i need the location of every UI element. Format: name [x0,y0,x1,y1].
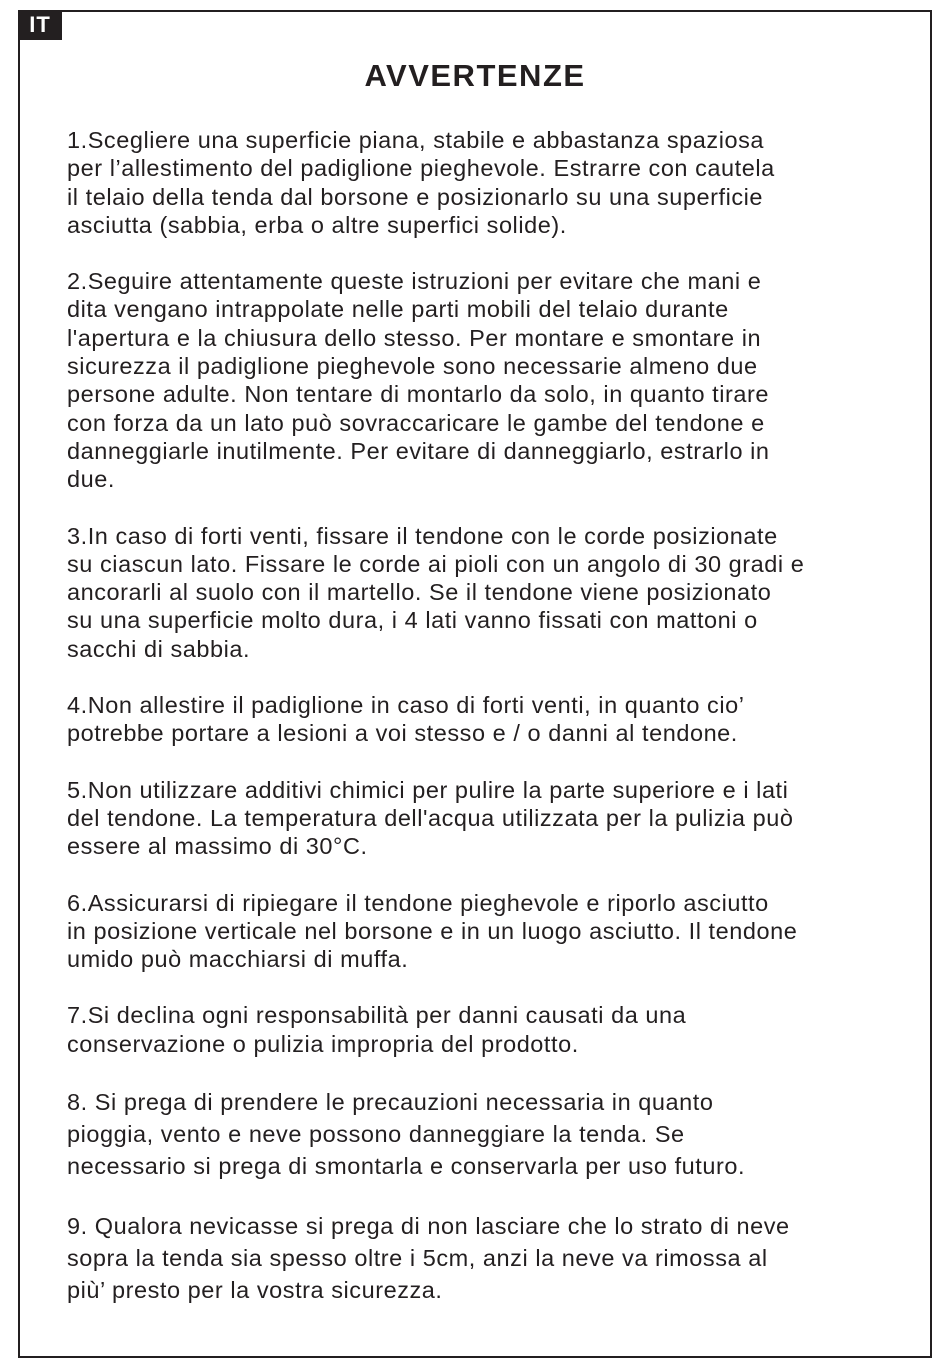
text-line: 1.Scegliere una superficie piana, stabile e abbastanza spaziosa [67,127,764,153]
text-line: persone adulte. Non tentare di montarlo da solo, in quanto tirare [67,381,769,408]
text-line: 2.Seguire attentamente queste istruzioni per evitare che mani e [67,268,762,295]
text-line: 7.Si declina ogni responsabilità per danni causati da una [67,1002,687,1029]
text-line: danneggiarle inutilmente. Per evitare di danneggiarlo, estrarlo in [67,437,770,464]
warning-item-4 [67,691,897,748]
text-line: necessario si prega di smontarla e conservarla per uso futuro. [67,1153,746,1180]
text-line: conservazione o pulizia impropria del prodotto. [67,1030,579,1057]
text-line: ancorarli al suolo con il martello. Se il tendone viene posizionato [67,579,772,606]
warning-item-8 [67,1086,897,1182]
text-line: 5.Non utilizzare additivi chimici per pulire la parte superiore e i lati [67,776,789,803]
text-line: sicurezza il padiglione pieghevole sono necessarie almeno due [67,353,758,380]
text-line: 9. Qualora nevicasse si prega di non lasciare che lo strato di neve [67,1213,790,1240]
language-badge: IT [18,10,62,40]
text-line: 6.Assicurarsi di ripiegare il tendone pieghevole e riporlo asciutto [67,889,769,916]
page-title: AVVERTENZE [364,58,586,93]
warning-item-3 [67,522,897,663]
text-line: su una superficie molto dura, i 4 lati vanno fissati con mattoni o [67,607,758,634]
text-line: pioggia, vento e neve possono danneggiare la tenda. Se [67,1121,685,1148]
warning-item-1 [67,126,897,239]
text-line: sacchi di sabbia. [67,635,251,662]
text-line: su ciascun lato. Fissare le corde ai pioli con un angolo di 30 gradi e [67,550,805,577]
warnings-list [67,126,897,1306]
text-line: per l’allestimento del padiglione pieghevole. Estrarre con cautela [67,155,775,182]
text-line: più’ presto per la vostra sicurezza. [67,1277,443,1304]
warning-item-9 [67,1210,897,1306]
text-line: 3.In caso di forti venti, fissare il tendone con le corde posizionate [67,522,778,549]
text-line: due. [67,466,115,493]
text-line: asciutta (sabbia, erba o altre superfici solide). [67,211,567,238]
text-line: 4.Non allestire il padiglione in caso di forti venti, in quanto cio’ [67,692,745,719]
text-line: 8. Si prega di prendere le precauzioni necessaria in quanto [67,1089,714,1116]
text-line: potrebbe portare a lesioni a voi stesso e / o danni al tendone. [67,720,738,747]
text-line: umido può macchiarsi di muffa. [67,946,409,973]
text-line: sopra la tenda sia spesso oltre i 5cm, anzi la neve va rimossa al [67,1245,768,1272]
text-line: essere al massimo di 30°C. [67,833,368,860]
warning-item-2 [67,267,897,493]
text-line: in posizione verticale nel borsone e in un luogo asciutto. Il tendone [67,917,798,944]
text-line: l'apertura e la chiusura dello stesso. Per montare e smontare in [67,324,762,351]
text-line: dita vengano intrappolate nelle parti mobili del telaio durante [67,296,729,323]
warning-item-6 [67,889,897,974]
text-line: con forza da un lato può sovraccaricare le gambe del tendone e [67,409,765,436]
text-line: il telaio della tenda dal borsone e posizionarlo su una superficie [67,183,764,210]
text-line: del tendone. La temperatura dell'acqua utilizzata per la pulizia può [67,804,794,831]
warning-item-5 [67,776,897,861]
warning-item-7 [67,1001,897,1058]
